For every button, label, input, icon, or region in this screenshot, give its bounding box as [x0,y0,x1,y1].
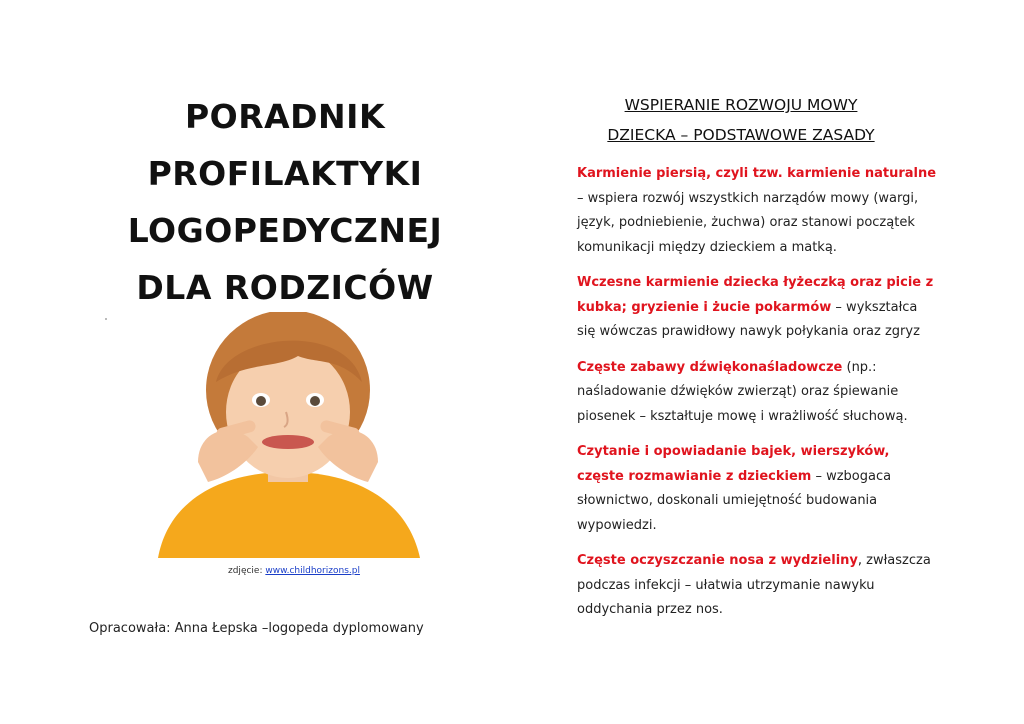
title-line-1: PORADNIK [184,97,386,136]
child-illustration [98,312,478,558]
heading-line-1: WSPIERANIE ROZWOJU MOWY [624,96,858,114]
tips-list [577,162,937,634]
tip-highlight: Czytanie i opowiadanie bajek, wierszyków, częste rozmawianie z dzieckiem [577,444,890,484]
heading-line-2: DZIECKA – PODSTAWOWE ZASADY [607,126,875,144]
tip-text: – wspiera rozwój wszystkich narządów mowy (wargi, język, podniebienie, żuchwa) oraz stanowi początek komunikacji między dzieckiem a matką. [577,190,919,255]
author-line: Opracowała: Anna Łepska –logopeda dyplomowany [89,621,424,636]
brochure-title [110,88,460,316]
tip-highlight: Częste zabawy dźwiękonaśladowcze [577,359,843,375]
tip-highlight: Wczesne karmienie dziecka łyżeczką oraz picie z kubka; gryzienie i żucie pokarmów [577,275,934,315]
section-heading [556,90,926,150]
credit-link[interactable]: www.childhorizons.pl [265,566,360,576]
tip-item [577,356,937,430]
tip-highlight: Częste oczyszczanie nosa z wydzieliny [577,553,858,568]
tip-text: – wzbogaca słownictwo, doskonali umiejętność budowania wypowiedzi. [577,468,892,533]
tip-text: , zwłaszcza podczas infekcji – ułatwia utrzymanie nawyku oddychania przez nos. [577,553,931,617]
title-line-4: DLA RODZICÓW [136,268,434,307]
tip-item [577,162,937,260]
tip-text: (np.: naśladowanie dźwięków zwierząt) oraz śpiewanie piosenek – kształtuje mowę i wrażliwość słuchową. [577,359,908,424]
credit-prefix: zdjęcie: [228,566,266,576]
tip-item [577,549,937,623]
tip-item [577,271,937,345]
tip-item [577,440,937,538]
tip-highlight: Karmienie piersią, czyli tzw. karmienie naturalne [577,166,937,181]
tip-text: – wykształca się wówczas prawidłowy nawyk połykania oraz zgryz [577,299,920,339]
photo-credit [228,566,360,576]
child-photo [98,312,478,558]
title-line-3: LOGOPEDYCZNEJ [127,211,443,250]
title-line-2: PROFILAKTYKI [147,154,423,193]
